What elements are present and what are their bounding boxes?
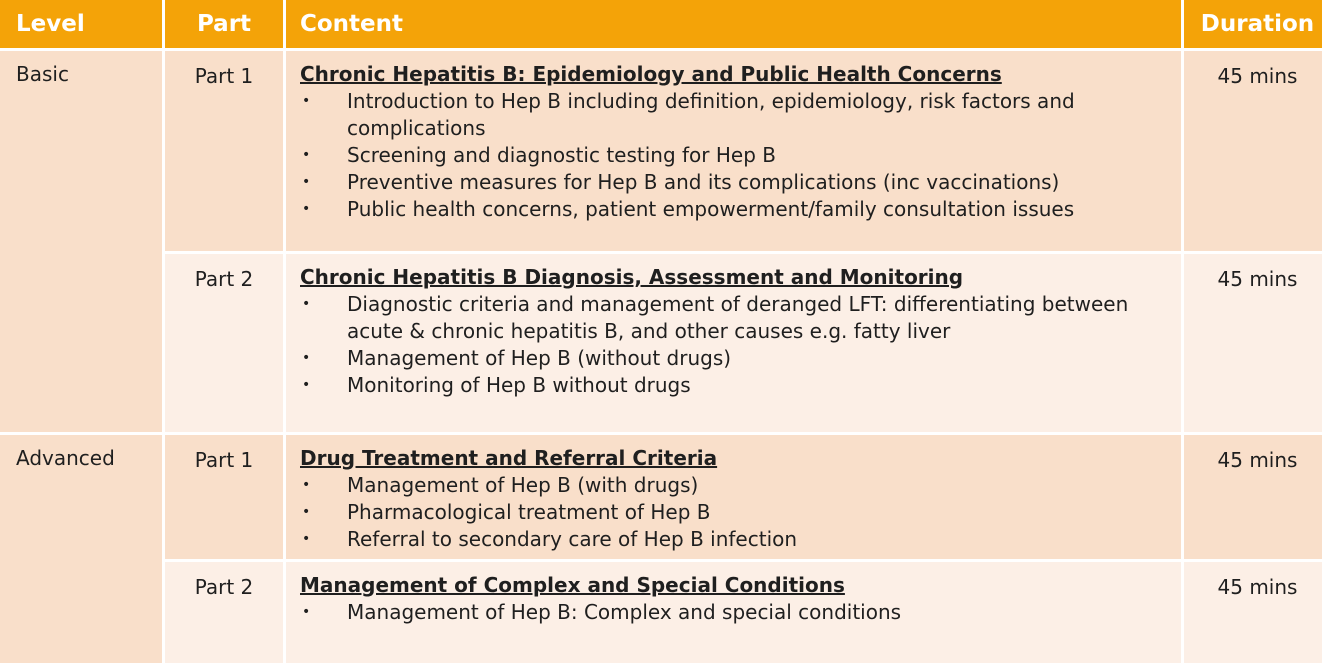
bullet-item: [300, 345, 1161, 372]
bullet-item: [300, 526, 1161, 553]
duration-cell: 45 mins: [1184, 435, 1322, 559]
content-cell: [286, 435, 1181, 559]
bullet-item: [300, 372, 1161, 399]
level-advanced: [0, 435, 162, 663]
bullet-item: [300, 599, 1161, 626]
bullet-text: Pharmacological treatment of Hep B: [347, 500, 711, 524]
part-cell: Part 2: [165, 254, 283, 432]
bullet-text: Introduction to Hep B including definition, epidemiology, risk factors and complications: [347, 89, 1075, 140]
bullet-item: [300, 169, 1161, 196]
content-cell: [286, 51, 1181, 251]
bullet-dot-icon: •: [302, 477, 311, 493]
duration-cell: 45 mins: [1184, 51, 1322, 251]
content-cell: [286, 254, 1181, 432]
bullet-text: Preventive measures for Hep B and its complications (inc vaccinations): [347, 170, 1060, 194]
module-title: Chronic Hepatitis B Diagnosis, Assessment and Monitoring: [300, 265, 964, 289]
bullet-list: [300, 291, 1161, 399]
module-title: Chronic Hepatitis B: Epidemiology and Public Health Concerns: [300, 62, 1002, 86]
bullet-item: [300, 88, 1161, 142]
bullet-text: Screening and diagnostic testing for Hep B: [347, 143, 776, 167]
content-cell: [286, 562, 1181, 663]
bullet-dot-icon: •: [302, 531, 311, 547]
bullet-list: [300, 472, 1161, 553]
level-label: Advanced: [16, 446, 115, 470]
level-basic: [0, 51, 162, 432]
level-label: Basic: [16, 62, 69, 86]
bullet-dot-icon: •: [302, 201, 311, 217]
bullet-item: [300, 499, 1161, 526]
bullet-list: [300, 88, 1161, 223]
bullet-item: [300, 472, 1161, 499]
header-content: Content: [286, 0, 1181, 48]
part-cell: Part 2: [165, 562, 283, 663]
bullet-dot-icon: •: [302, 604, 311, 620]
bullet-dot-icon: •: [302, 377, 311, 393]
part-cell: Part 1: [165, 51, 283, 251]
bullet-text: Diagnostic criteria and management of deranged LFT: differentiating between acute & chronic hepatitis B, and other causes e.g. fatty liver: [347, 292, 1129, 343]
bullet-text: Management of Hep B (with drugs): [347, 473, 699, 497]
part-cell: Part 1: [165, 435, 283, 559]
bullet-text: Public health concerns, patient empowerment/family consultation issues: [347, 197, 1075, 221]
bullet-dot-icon: •: [302, 504, 311, 520]
bullet-list: [300, 599, 1161, 626]
bullet-item: [300, 142, 1161, 169]
duration-cell: 45 mins: [1184, 562, 1322, 663]
bullet-text: Referral to secondary care of Hep B infection: [347, 527, 798, 551]
bullet-dot-icon: •: [302, 147, 311, 163]
bullet-text: Management of Hep B (without drugs): [347, 346, 732, 370]
bullet-item: [300, 291, 1161, 345]
header-part: Part: [165, 0, 283, 48]
bullet-dot-icon: •: [302, 93, 311, 109]
bullet-dot-icon: •: [302, 296, 311, 312]
module-title: Drug Treatment and Referral Criteria: [300, 446, 718, 470]
bullet-text: Management of Hep B: Complex and special conditions: [347, 600, 902, 624]
header-duration: Duration: [1184, 0, 1322, 48]
bullet-dot-icon: •: [302, 174, 311, 190]
bullet-text: Monitoring of Hep B without drugs: [347, 373, 691, 397]
module-title: Management of Complex and Special Conditions: [300, 573, 845, 597]
bullet-dot-icon: •: [302, 350, 311, 366]
header-level: Level: [0, 0, 162, 48]
duration-cell: 45 mins: [1184, 254, 1322, 432]
bullet-item: [300, 196, 1161, 223]
